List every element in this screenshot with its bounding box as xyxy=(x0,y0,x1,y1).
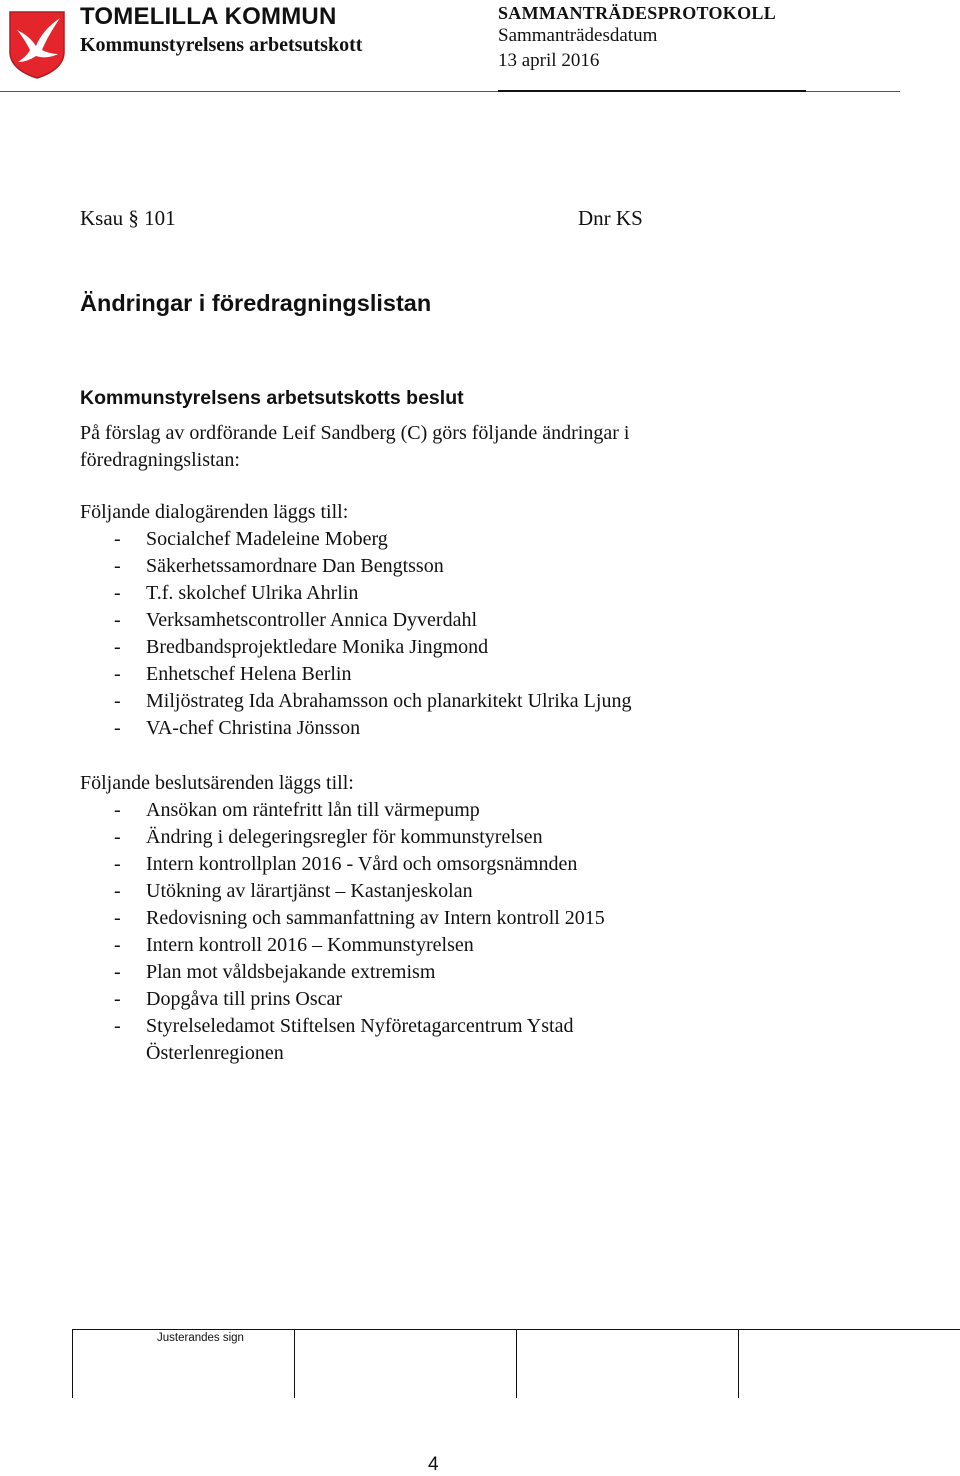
list-item: - Ansökan om räntefritt lån till värmepump xyxy=(80,797,640,824)
list-item: - Utökning av lärartjänst – Kastanjeskolan xyxy=(80,878,640,905)
meeting-date-label: Sammanträdesdatum xyxy=(498,25,658,46)
list-item: - Dopgåva till prins Oscar xyxy=(80,986,640,1013)
list-item: - Socialchef Madeleine Moberg xyxy=(80,526,880,553)
meeting-date: 13 april 2016 xyxy=(498,50,600,71)
list-item: - Verksamhetscontroller Annica Dyverdahl xyxy=(80,607,880,634)
list-item: - Styrelseledamot Stiftelsen Nyföretagarcentrum Ystad Österlenregionen xyxy=(80,1013,640,1067)
signature-cell xyxy=(72,1330,294,1398)
decision-heading: Kommunstyrelsens arbetsutskotts beslut xyxy=(80,387,464,409)
list-item: - Säkerhetssamordnare Dan Bengtsson xyxy=(80,553,880,580)
decision-intro: På förslag av ordförande Leif Sandberg (C) görs följande ändringar i föredragningslistan: xyxy=(80,422,630,471)
page-number: 4 xyxy=(428,1454,439,1475)
signature-cell xyxy=(294,1330,516,1398)
case-paragraph-id: Ksau § 101 xyxy=(80,206,176,230)
signature-cell xyxy=(516,1330,738,1398)
organization-unit: Kommunstyrelsens arbetsutskott xyxy=(80,34,363,56)
document-type: SAMMANTRÄDESPROTOKOLL xyxy=(498,3,776,23)
case-registration-number: Dnr KS xyxy=(578,206,643,230)
municipal-crest-bird-icon xyxy=(8,10,66,80)
list-item: - Intern kontroll 2016 – Kommunstyrelsen xyxy=(80,932,640,959)
list-item: - Bredbandsprojektledare Monika Jingmond xyxy=(80,634,880,661)
organization-name: TOMELILLA KOMMUN xyxy=(80,3,337,30)
signature-cell xyxy=(738,1330,960,1398)
list-item: - VA-chef Christina Jönsson xyxy=(80,715,880,742)
list-item: - Redovisning och sammanfattning av Intern kontroll 2015 xyxy=(80,905,846,932)
page-title: Ändringar i föredragningslistan xyxy=(80,290,432,316)
list-item: - Plan mot våldsbejakande extremism xyxy=(80,959,640,986)
dialog-list xyxy=(80,526,880,742)
signature-label: Justerandes sign xyxy=(157,1332,244,1344)
decisions-section xyxy=(80,770,880,1067)
list-item: - Enhetschef Helena Berlin xyxy=(80,661,880,688)
list-item: - T.f. skolchef Ulrika Ahrlin xyxy=(80,580,880,607)
decisions-heading: Följande beslutsärenden läggs till: xyxy=(80,772,354,794)
list-item: - Miljöstrateg Ida Abrahamsson och planarkitekt Ulrika Ljung xyxy=(80,688,880,715)
decisions-list xyxy=(80,797,640,1067)
dialog-heading: Följande dialogärenden läggs till: xyxy=(80,501,349,523)
dialog-section xyxy=(80,499,880,742)
list-item: - Intern kontrollplan 2016 - Vård och omsorgsnämnden xyxy=(80,851,846,878)
header-divider-accent xyxy=(498,90,806,92)
list-item: - Ändring i delegeringsregler för kommunstyrelsen xyxy=(80,824,640,851)
signature-table xyxy=(72,1329,960,1398)
